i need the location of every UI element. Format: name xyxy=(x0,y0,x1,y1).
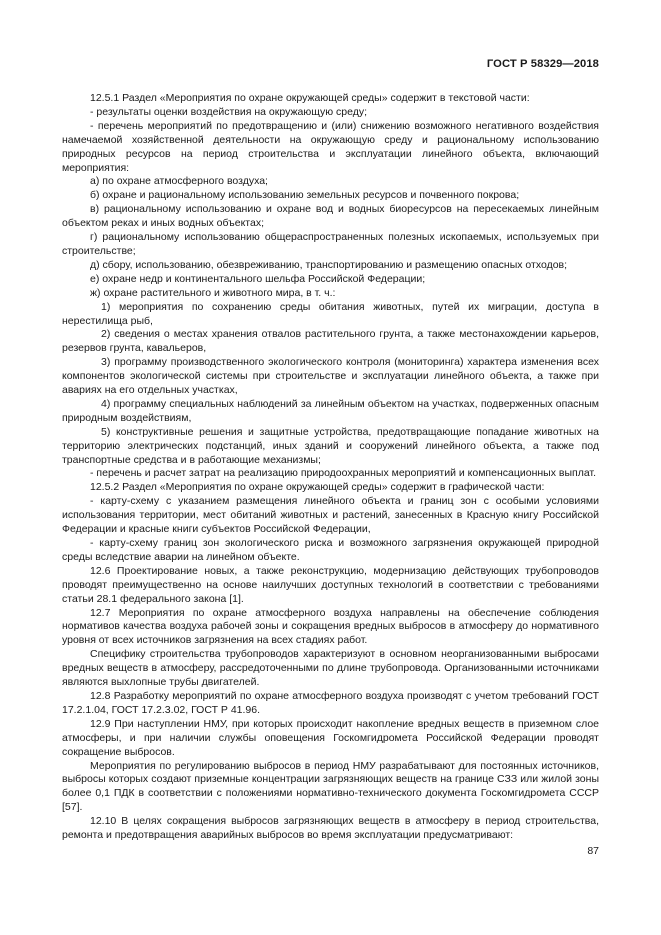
numbered-item: 2) сведения о местах хранения отвалов растительного грунта, а также местонахождении карьеров, резервов грунта, кавальеров, xyxy=(62,328,599,355)
paragraph: - карту-схему с указанием размещения линейного объекта и границ зон с особыми условиями использования территории, мест обитаний животных и растений, занесенных в Красную книгу Российской Федерации и красные книги субъектов Российской Федерации, xyxy=(62,495,599,536)
paragraph: 12.5.1 Раздел «Мероприятия по охране окружающей среды» содержит в текстовой части: xyxy=(90,92,530,104)
paragraph: 12.8 Разработку мероприятий по охране атмосферного воздуха производят с учетом требований ГОСТ 17.2.1.04, ГОСТ 17.2.3.02, ГОСТ Р 41.96. xyxy=(62,689,599,716)
document-code: ГОСТ Р 58329—2018 xyxy=(486,58,599,70)
numbered-item: 5) конструктивные решения и защитные устройства, предотвращающие попадание животных на территорию электрических подстанций, иных зданий и сооружений линейного объекта, а также под транспортные средства и в работающие механизмы; xyxy=(62,425,599,466)
numbered-item: 1) мероприятия по сохранению среды обитания животных, путей их миграции, доступа в нерестилища рыб, xyxy=(62,300,599,327)
paragraph: ж) охране растительного и животного мира, в т. ч.: xyxy=(90,286,336,299)
paragraph: - результаты оценки воздействия на окружающую среду; xyxy=(90,105,367,118)
paragraph: б) охране и рациональному использованию земельных ресурсов и почвенного покрова; xyxy=(90,189,520,202)
paragraph: 12.9 При наступлении НМУ, при которых происходит накопление вредных веществ в приземном слое атмосферы, и при наличии службы оповещения Госкомгидромета Российской Федерации проводят сокращение выбросов. xyxy=(62,717,599,758)
numbered-item: 4) программу специальных наблюдений за линейным объектом на участках, подверженных опасным природным воздействиям, xyxy=(62,397,599,424)
paragraph: Специфику строительства трубопроводов характеризуют в основном неорганизованными выбросами вредных веществ в атмосферу, рассредоточенными по длине трубопровода. Организованными источниками являются выхлопные трубы двигателей. xyxy=(62,648,599,689)
paragraph: - перечень и расчет затрат на реализацию природоохранных мероприятий и компенсационных выплат. xyxy=(90,467,596,480)
paragraph: 12.7 Мероприятия по охране атмосферного воздуха направлены на обеспечение соблюдения нормативов качества воздуха рабочей зоны и сокращения вредных выбросов в атмосферу до нормативного уровня от всех источников загрязнения на всех стадиях работ. xyxy=(62,606,599,647)
paragraph: Мероприятия по регулированию выбросов в период НМУ разрабатывают для постоянных источников, выбросы которых создают приземные концентрации загрязняющих веществ на границе СЗЗ или жилой зоны более 0,1 ПДК в соответствии с положениями нормативно-технического документа Госкомгидромета СССР [57]. xyxy=(62,759,599,814)
paragraph: а) по охране атмосферного воздуха; xyxy=(90,175,268,188)
numbered-item: 3) программу производственного экологического контроля (мониторинга) характера изменения всех компонентов экологической системы при строительстве и эксплуатации линейного объекта, а также при авариях на его отдельных участках, xyxy=(62,356,599,397)
page-number: 87 xyxy=(587,845,599,857)
paragraph: 12.10 В целях сокращения выбросов загрязняющих веществ в атмосферу в период строительства, ремонта и предотвращения аварийных выбросов во время эксплуатации предусматривают: xyxy=(62,815,599,842)
paragraph: 12.5.2 Раздел «Мероприятия по охране окружающей среды» содержит в графической части: xyxy=(90,481,545,494)
paragraph: - перечень мероприятий по предотвращению и (или) снижению возможного негативного воздействия намечаемой хозяйственной деятельности на окружающую среду и рациональному использованию природных ресурсов на период строительства и эксплуатации линейного объекта, включающий мероприятия: xyxy=(62,119,599,174)
document-body xyxy=(62,92,599,843)
paragraph: в) рациональному использованию и охране вод и водных биоресурсов на пересекаемых линейным объектом реках и иных водных объектах; xyxy=(62,203,599,230)
paragraph: 12.6 Проектирование новых, а также реконструкцию, модернизацию действующих трубопроводов проводят преимущественно на основе наилучших доступных технологий в соответствии с требованиями статьи 28.1 федерального закона [1]. xyxy=(62,564,599,605)
paragraph: г) рациональному использованию общераспространенных полезных ископаемых, используемых при строительстве; xyxy=(62,231,599,257)
paragraph: е) охране недр и континентального шельфа Российской Федерации; xyxy=(90,272,426,285)
paragraph: д) сбору, использованию, обезвреживанию, транспортированию и размещению опасных отходов; xyxy=(90,258,568,271)
paragraph: - карту-схему границ зон экологического риска и возможного загрязнения окружающей природной среды вследствие аварии на линейном объекте. xyxy=(62,537,599,563)
